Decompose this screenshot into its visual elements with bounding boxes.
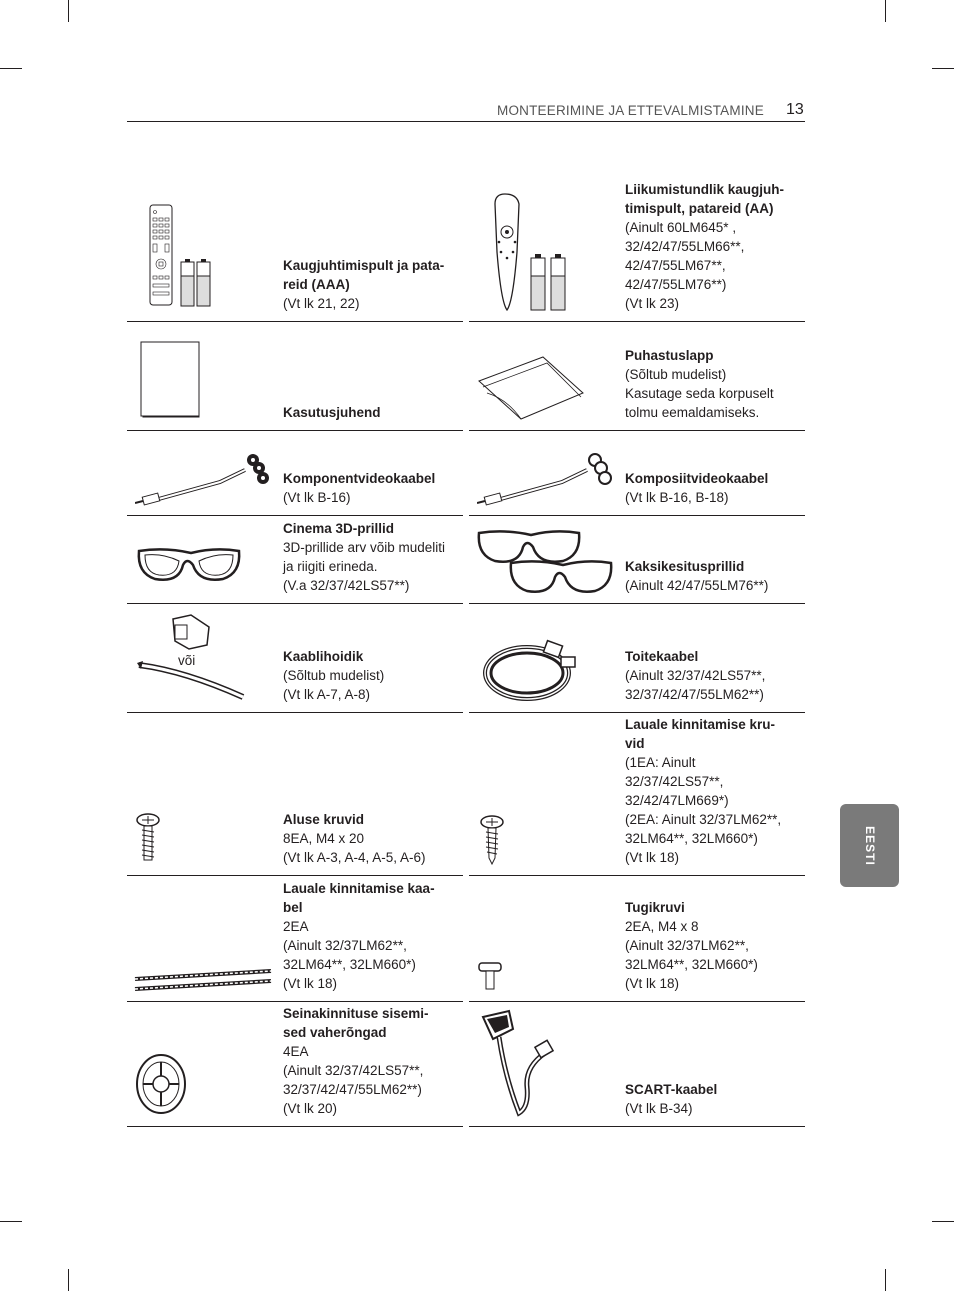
item-detail: 32/37/42LS57**, [625, 774, 724, 789]
item-title: sed vaherõngad [283, 1025, 387, 1040]
item-description [283, 469, 435, 507]
accessory-item [127, 321, 463, 431]
item-detail: 8EA, M4 x 20 [283, 831, 365, 846]
accessory-item [127, 875, 463, 1002]
item-title: timispult, patareid (AA) [625, 201, 774, 216]
item-title: Kaablihoidik [283, 649, 364, 664]
item-title: Komponentvideokaabel [283, 471, 436, 486]
header-divider [127, 121, 805, 122]
item-title: Cinema 3D-prillid [283, 521, 395, 536]
item-detail: (Ainult 32/37/42LS57**, [625, 668, 766, 683]
item-title: Lauale kinnitamise kru- [625, 717, 776, 732]
accessory-item [127, 603, 463, 713]
component-cable-icon [135, 448, 275, 510]
accessory-item [469, 515, 805, 604]
crop-mark [932, 1221, 954, 1222]
or-label: või [178, 653, 196, 668]
item-detail: 42/47/55LM67**, [625, 258, 726, 273]
spacer-icon [135, 1053, 187, 1115]
item-detail: 2EA, M4 x 8 [625, 919, 699, 934]
crop-mark [885, 1269, 886, 1291]
item-detail: (Sõltub mudelist) [283, 668, 385, 683]
item-detail: tolmu eemaldamiseks. [625, 405, 760, 420]
item-detail: (Ainult 32/37/42LS57**, [283, 1063, 424, 1078]
item-description [625, 715, 781, 867]
glasses-icon [135, 543, 245, 587]
accessory-item [127, 515, 463, 604]
item-detail: (Vt lk 21, 22) [283, 296, 360, 311]
item-detail: (V.a 32/37/42LS57**) [283, 578, 410, 593]
item-detail: 2EA [283, 919, 309, 934]
accessory-item [127, 180, 463, 322]
item-detail: (Vt lk A-3, A-4, A-5, A-6) [283, 850, 426, 865]
item-detail: 32/37/42/47/55LM62**) [283, 1082, 422, 1097]
crop-mark [885, 0, 886, 22]
language-tab-label: EESTI [862, 825, 877, 866]
dual-glasses-icon [475, 525, 615, 601]
crop-mark [68, 0, 69, 22]
item-title: SCART-kaabel [625, 1082, 718, 1097]
item-description [625, 180, 784, 313]
item-title: Tugikruvi [625, 900, 685, 915]
item-detail: (Vt lk 18) [283, 976, 338, 991]
item-title: Kaksikesitusprillid [625, 559, 745, 574]
accessory-item [469, 430, 805, 516]
item-detail: (Vt lk 18) [625, 976, 680, 991]
item-title: bel [283, 900, 303, 915]
accessory-item [469, 712, 805, 876]
item-detail: 42/47/55LM76**) [625, 277, 727, 292]
crop-mark [68, 1269, 69, 1291]
item-description [625, 469, 768, 507]
stand-screw-icon [135, 812, 161, 864]
cloth-icon [477, 353, 589, 423]
item-detail: (1EA: Ainult [625, 755, 696, 770]
item-description [283, 1004, 429, 1118]
item-detail: (Ainult 32/37LM62**, [283, 938, 407, 953]
accessory-item [469, 603, 805, 713]
item-detail: 32LM64**, 32LM660*) [625, 831, 758, 846]
item-detail: (Vt lk A-7, A-8) [283, 687, 371, 702]
accessory-item [127, 430, 463, 516]
support-screw-icon [477, 961, 503, 993]
item-description [625, 557, 768, 595]
item-title: Toitekaabel [625, 649, 699, 664]
item-title: Seinakinnituse sisemi- [283, 1006, 429, 1021]
accessory-item [127, 1001, 463, 1127]
item-title: vid [625, 736, 645, 751]
item-description [283, 519, 445, 595]
item-detail: 32LM64**, 32LM660*) [283, 957, 416, 972]
item-title: Liikumistundlik kaugjuh- [625, 182, 785, 197]
power-cord-icon [481, 637, 581, 703]
remote-aaa-icon [147, 202, 217, 312]
item-detail: (Vt lk B-34) [625, 1101, 693, 1116]
item-description [283, 403, 381, 422]
item-detail: ja riigiti erineda. [283, 559, 378, 574]
item-title: Komposiitvideokaabel [625, 471, 769, 486]
item-detail: 32LM64**, 32LM660*) [625, 957, 758, 972]
item-description [625, 647, 765, 704]
item-title: Kasutusjuhend [283, 405, 381, 420]
accessory-item [127, 712, 463, 876]
section-title: MONTEERIMINE JA ETTEVALMISTAMINE [497, 103, 764, 118]
item-title: Puhastuslapp [625, 348, 714, 363]
item-detail: 32/42/47/55LM66**, [625, 239, 745, 254]
item-detail: (Ainult 42/47/55LM76**) [625, 578, 769, 593]
item-description [625, 898, 758, 993]
item-detail: (Sõltub mudelist) [625, 367, 727, 382]
item-detail: 3D-prillide arv võib mudeliti [283, 540, 446, 555]
item-detail: (Vt lk B-16) [283, 490, 351, 505]
accessory-item [469, 321, 805, 431]
item-title: reid (AAA) [283, 277, 350, 292]
accessory-item [469, 180, 805, 322]
crop-mark [0, 68, 22, 69]
item-description [283, 256, 444, 313]
manual-icon [139, 339, 203, 421]
accessory-item [469, 1001, 805, 1127]
composite-cable-icon [477, 448, 617, 510]
accessory-item [469, 875, 805, 1002]
desk-cable-icon [133, 967, 273, 993]
language-tab [840, 804, 899, 887]
item-title: Aluse kruvid [283, 812, 365, 827]
item-detail: (Vt lk 23) [625, 296, 680, 311]
crop-mark [932, 68, 954, 69]
item-detail: (Vt lk 18) [625, 850, 680, 865]
desk-screw-icon [479, 814, 505, 866]
item-description [283, 879, 435, 993]
crop-mark [0, 1221, 22, 1222]
item-detail: (2EA: Ainult 32/37LM62**, [625, 812, 782, 827]
item-detail: Kasutage seda korpuselt [625, 386, 774, 401]
scart-cable-icon [479, 1007, 559, 1119]
item-title: Lauale kinnitamise kaa- [283, 881, 435, 896]
item-detail: (Ainult 60LM645* , [625, 220, 737, 235]
item-detail: (Vt lk B-16, B-18) [625, 490, 729, 505]
item-description [625, 346, 774, 422]
item-description [283, 810, 426, 867]
item-detail: (Ainult 32/37LM62**, [625, 938, 749, 953]
magic-remote-icon [489, 192, 579, 312]
page-number: 13 [786, 101, 804, 118]
item-detail: 32/37/42/47/55LM62**) [625, 687, 764, 702]
item-detail: (Vt lk 20) [283, 1101, 338, 1116]
item-title: Kaugjuhtimispult ja pata- [283, 258, 445, 273]
item-detail: 32/42/47LM669*) [625, 793, 729, 808]
item-description [625, 1080, 717, 1118]
item-detail: 4EA [283, 1044, 309, 1059]
item-description [283, 647, 384, 704]
